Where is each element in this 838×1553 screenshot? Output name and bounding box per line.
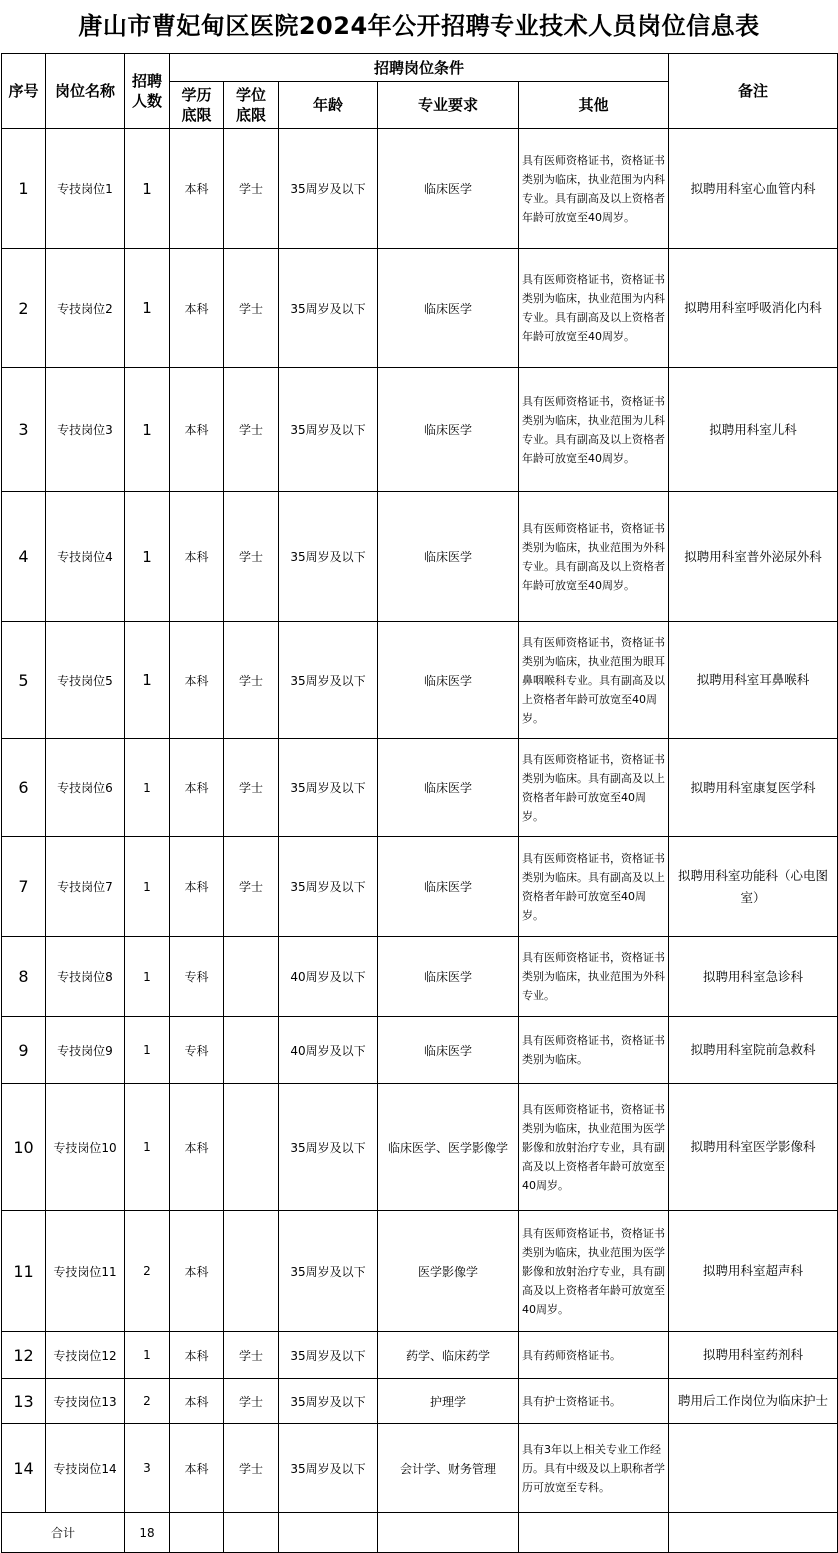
cell-education: 本科 — [170, 129, 224, 249]
page-title: 唐山市曹妃甸区医院2024年公开招聘专业技术人员岗位信息表 — [78, 12, 760, 40]
cell-count: 1 — [125, 129, 170, 249]
cell-degree: 学士 — [224, 1424, 279, 1513]
header-seq: 序号 — [2, 54, 46, 129]
cell-other: 具有医师资格证书，资格证书类别为临床。具有副高及以上资格者年龄可放宽至40周岁。 — [519, 837, 669, 937]
cell-degree: 学士 — [224, 622, 279, 739]
table-row — [2, 368, 838, 492]
cell-post-name: 专技岗位2 — [46, 249, 125, 368]
cell-count: 1 — [125, 249, 170, 368]
cell-other: 具有医师资格证书，资格证书类别为临床，执业范围为医学影像和放射治疗专业，具有副高及以上资格者年龄可放宽至40周岁。 — [519, 1084, 669, 1211]
header-major: 专业要求 — [378, 82, 519, 129]
cell-count: 3 — [125, 1424, 170, 1513]
cell-degree: 学士 — [224, 739, 279, 837]
cell-other: 具有医师资格证书，资格证书类别为临床，执业范围为医学影像和放射治疗专业，具有副高及以上资格者年龄可放宽至40周岁。 — [519, 1211, 669, 1332]
cell-remark: 拟聘用科室耳鼻喉科 — [669, 622, 838, 739]
cell-seq: 7 — [2, 837, 46, 937]
cell-major: 临床医学 — [378, 837, 519, 937]
cell-major: 临床医学、医学影像学 — [378, 1084, 519, 1211]
cell-education: 本科 — [170, 1211, 224, 1332]
cell-degree: 学士 — [224, 1332, 279, 1379]
cell-count: 1 — [125, 1017, 170, 1084]
cell-age: 35周岁及以下 — [279, 129, 378, 249]
cell-seq: 5 — [2, 622, 46, 739]
cell-major: 医学影像学 — [378, 1211, 519, 1332]
cell-remark: 拟聘用科室药剂科 — [669, 1332, 838, 1379]
cell-seq: 9 — [2, 1017, 46, 1084]
cell-education: 专科 — [170, 1017, 224, 1084]
cell-post-name: 专技岗位13 — [46, 1379, 125, 1424]
cell-other: 具有医师资格证书，资格证书类别为临床，执业范围为儿科专业。具有副高及以上资格者年龄可放宽至40周岁。 — [519, 368, 669, 492]
table-row — [2, 1379, 838, 1424]
cell-age: 40周岁及以下 — [279, 1017, 378, 1084]
cell-other: 具有医师资格证书，资格证书类别为临床，执业范围为内科专业。具有副高及以上资格者年龄可放宽至40周岁。 — [519, 129, 669, 249]
cell-major: 临床医学 — [378, 1017, 519, 1084]
table-row — [2, 1017, 838, 1084]
cell-remark: 拟聘用科室心血管内科 — [669, 129, 838, 249]
total-count: 18 — [125, 1513, 170, 1553]
cell-seq: 6 — [2, 739, 46, 837]
cell-education: 本科 — [170, 368, 224, 492]
cell-count: 1 — [125, 937, 170, 1017]
cell-other: 具有医师资格证书，资格证书类别为临床，执业范围为内科专业。具有副高及以上资格者年龄可放宽至40周岁。 — [519, 249, 669, 368]
cell-major: 护理学 — [378, 1379, 519, 1424]
cell-other: 具有医师资格证书，资格证书类别为临床，执业范围为外科专业。 — [519, 937, 669, 1017]
cell-remark: 拟聘用科室康复医学科 — [669, 739, 838, 837]
cell-remark: 拟聘用科室超声科 — [669, 1211, 838, 1332]
cell-remark: 拟聘用科室普外泌尿外科 — [669, 492, 838, 622]
cell-major: 临床医学 — [378, 368, 519, 492]
cell-degree: 学士 — [224, 492, 279, 622]
cell-remark: 拟聘用科室医学影像科 — [669, 1084, 838, 1211]
cell-education: 本科 — [170, 622, 224, 739]
cell-education: 本科 — [170, 837, 224, 937]
positions-table — [1, 53, 838, 1553]
cell-count: 1 — [125, 622, 170, 739]
cell-seq: 13 — [2, 1379, 46, 1424]
cell-post-name: 专技岗位7 — [46, 837, 125, 937]
cell-seq: 1 — [2, 129, 46, 249]
cell-age: 40周岁及以下 — [279, 937, 378, 1017]
cell-post-name: 专技岗位8 — [46, 937, 125, 1017]
cell-other: 具有医师资格证书，资格证书类别为临床，执业范围为眼耳鼻咽喉科专业。具有副高及以上资格者年龄可放宽至40周岁。 — [519, 622, 669, 739]
cell-other: 具有护士资格证书。 — [519, 1379, 669, 1424]
table-row — [2, 1332, 838, 1379]
cell-major: 临床医学 — [378, 492, 519, 622]
cell-age: 35周岁及以下 — [279, 492, 378, 622]
cell-age: 35周岁及以下 — [279, 1424, 378, 1513]
cell-education: 本科 — [170, 1379, 224, 1424]
cell-post-name: 专技岗位5 — [46, 622, 125, 739]
table-row — [2, 622, 838, 739]
cell-degree — [224, 1017, 279, 1084]
total-label: 合计 — [2, 1513, 125, 1553]
header-conditions: 招聘岗位条件 — [170, 54, 669, 82]
cell-age: 35周岁及以下 — [279, 1211, 378, 1332]
cell-education: 本科 — [170, 739, 224, 837]
cell-post-name: 专技岗位1 — [46, 129, 125, 249]
header-degree: 学位底限 — [224, 82, 279, 129]
cell-major: 会计学、财务管理 — [378, 1424, 519, 1513]
cell-seq: 4 — [2, 492, 46, 622]
cell-other: 具有医师资格证书，资格证书类别为临床。 — [519, 1017, 669, 1084]
table-row — [2, 739, 838, 837]
cell-age: 35周岁及以下 — [279, 249, 378, 368]
header-age: 年龄 — [279, 82, 378, 129]
cell-major: 临床医学 — [378, 249, 519, 368]
table-row — [2, 1211, 838, 1332]
cell-seq: 11 — [2, 1211, 46, 1332]
cell-age: 35周岁及以下 — [279, 1332, 378, 1379]
header-remark: 备注 — [669, 54, 838, 129]
cell-count: 1 — [125, 837, 170, 937]
cell-post-name: 专技岗位3 — [46, 368, 125, 492]
cell-major: 临床医学 — [378, 937, 519, 1017]
cell-major: 临床医学 — [378, 129, 519, 249]
cell-education: 本科 — [170, 1084, 224, 1211]
cell-education: 本科 — [170, 1424, 224, 1513]
table-row — [2, 837, 838, 937]
cell-count: 2 — [125, 1379, 170, 1424]
cell-education: 本科 — [170, 1332, 224, 1379]
cell-count: 1 — [125, 1332, 170, 1379]
cell-seq: 8 — [2, 937, 46, 1017]
cell-age: 35周岁及以下 — [279, 368, 378, 492]
cell-degree: 学士 — [224, 368, 279, 492]
cell-age: 35周岁及以下 — [279, 1084, 378, 1211]
cell-other: 具有医师资格证书，资格证书类别为临床，执业范围为外科专业。具有副高及以上资格者年龄可放宽至40周岁。 — [519, 492, 669, 622]
cell-other: 具有3年以上相关专业工作经历。具有中级及以上职称者学历可放宽至专科。 — [519, 1424, 669, 1513]
cell-remark: 聘用后工作岗位为临床护士 — [669, 1379, 838, 1424]
cell-seq: 14 — [2, 1424, 46, 1513]
cell-post-name: 专技岗位11 — [46, 1211, 125, 1332]
cell-education: 专科 — [170, 937, 224, 1017]
cell-education: 本科 — [170, 249, 224, 368]
header-education: 学历底限 — [170, 82, 224, 129]
cell-post-name: 专技岗位6 — [46, 739, 125, 837]
cell-degree: 学士 — [224, 249, 279, 368]
cell-remark: 拟聘用科室急诊科 — [669, 937, 838, 1017]
cell-age: 35周岁及以下 — [279, 622, 378, 739]
table-row — [2, 937, 838, 1017]
cell-post-name: 专技岗位4 — [46, 492, 125, 622]
cell-degree: 学士 — [224, 1379, 279, 1424]
cell-degree — [224, 1084, 279, 1211]
header-count: 招聘人数 — [125, 54, 170, 129]
cell-count: 1 — [125, 492, 170, 622]
cell-age: 35周岁及以下 — [279, 837, 378, 937]
cell-count: 1 — [125, 1084, 170, 1211]
cell-education: 本科 — [170, 492, 224, 622]
cell-other: 具有药师资格证书。 — [519, 1332, 669, 1379]
cell-post-name: 专技岗位10 — [46, 1084, 125, 1211]
table-row — [2, 1424, 838, 1513]
header-other: 其他 — [519, 82, 669, 129]
cell-age: 35周岁及以下 — [279, 1379, 378, 1424]
cell-major: 药学、临床药学 — [378, 1332, 519, 1379]
cell-major: 临床医学 — [378, 739, 519, 837]
cell-major: 临床医学 — [378, 622, 519, 739]
cell-degree: 学士 — [224, 129, 279, 249]
cell-degree — [224, 937, 279, 1017]
cell-post-name: 专技岗位9 — [46, 1017, 125, 1084]
cell-remark: 拟聘用科室院前急救科 — [669, 1017, 838, 1084]
cell-remark: 拟聘用科室功能科（心电图室） — [669, 837, 838, 937]
cell-seq: 12 — [2, 1332, 46, 1379]
cell-remark: 拟聘用科室儿科 — [669, 368, 838, 492]
cell-degree: 学士 — [224, 837, 279, 937]
cell-count: 1 — [125, 368, 170, 492]
cell-age: 35周岁及以下 — [279, 739, 378, 837]
table-row — [2, 1084, 838, 1211]
cell-post-name: 专技岗位12 — [46, 1332, 125, 1379]
cell-count: 1 — [125, 739, 170, 837]
cell-seq: 3 — [2, 368, 46, 492]
table-row — [2, 492, 838, 622]
cell-other: 具有医师资格证书，资格证书类别为临床。具有副高及以上资格者年龄可放宽至40周岁。 — [519, 739, 669, 837]
cell-remark — [669, 1424, 838, 1513]
cell-degree — [224, 1211, 279, 1332]
cell-seq: 10 — [2, 1084, 46, 1211]
cell-count: 2 — [125, 1211, 170, 1332]
cell-seq: 2 — [2, 249, 46, 368]
cell-remark: 拟聘用科室呼吸消化内科 — [669, 249, 838, 368]
header-post-name: 岗位名称 — [46, 54, 125, 129]
cell-post-name: 专技岗位14 — [46, 1424, 125, 1513]
table-row — [2, 249, 838, 368]
table-row — [2, 129, 838, 249]
